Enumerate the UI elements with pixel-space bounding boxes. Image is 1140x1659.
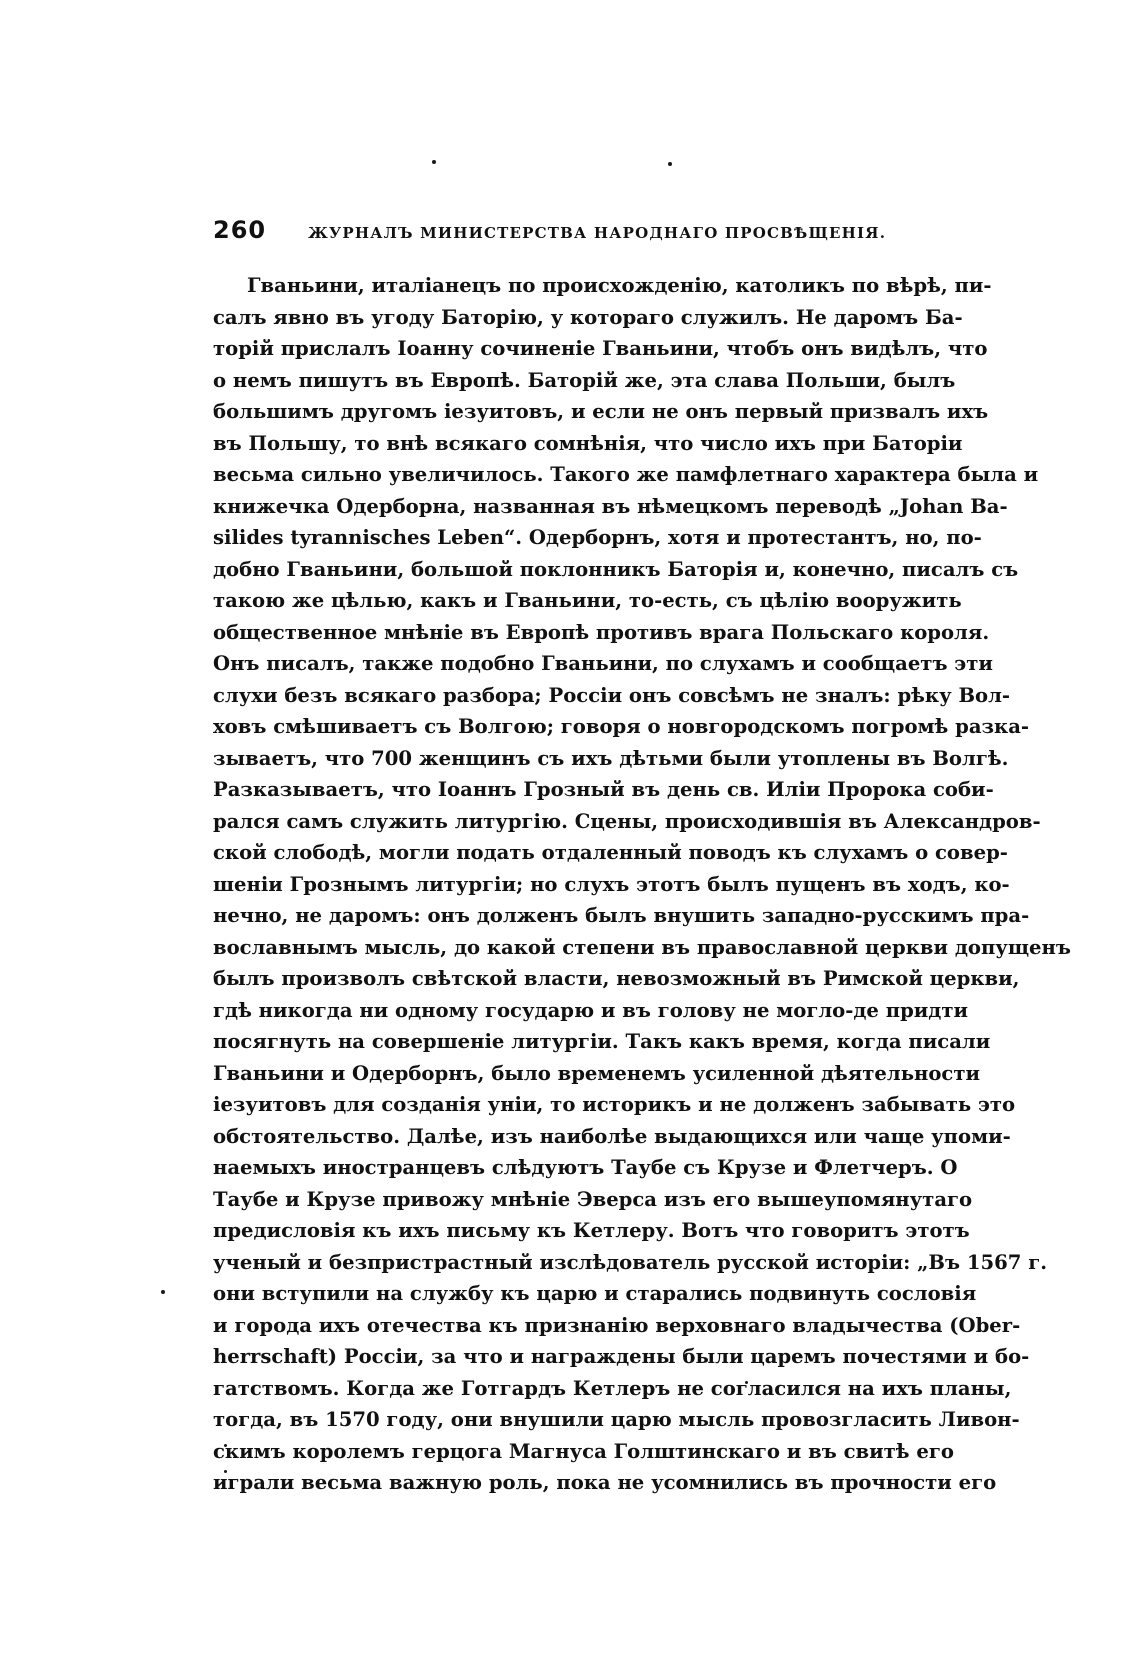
text-line: зываетъ, что 700 женщинъ съ ихъ дѣтьми были утоплены въ Волгѣ. — [213, 746, 1009, 770]
text-line: Гваньини и Одерборнъ, было временемъ усиленной дѣятельности — [213, 1061, 981, 1085]
text-line: книжечка Одерборна, названная въ нѣмецкомъ переводѣ „Johan Ba- — [213, 494, 1008, 518]
text-line: предисловія къ ихъ письму къ Кетлеру. Вотъ что говоритъ этотъ — [213, 1219, 970, 1242]
text-line: Разказываетъ, что Іоаннъ Грозный въ день св. Иліи Пророка соби- — [213, 778, 994, 801]
text-line: торій прислалъ Іоанну сочиненіе Гваньини, чтобъ онъ видѣлъ, что — [213, 337, 988, 360]
text-line: рался самъ служить литургію. Сцены, происходившія въ Александров- — [213, 809, 1041, 833]
text-line: и города ихъ отечества къ признанію верховнаго владычества (Ober- — [213, 1313, 1021, 1337]
text-line: ховъ смѣшиваетъ съ Волгою; говоря о новгородскомъ погромѣ разка- — [213, 715, 1030, 738]
text-line: въ Польшу, то внѣ всякаго сомнѣнія, что число ихъ при Баторіи — [213, 431, 963, 455]
text-line: такою же цѣлью, какъ и Гваньини, то-есть, съ цѣлію вооружить — [213, 589, 962, 612]
text-line: былъ произволъ свѣтской власти, невозможный въ Римской церкви, — [213, 967, 1020, 990]
scan-speck — [668, 162, 672, 166]
text-line: общественное мнѣніе въ Европѣ противъ врага Польскаго короля. — [213, 620, 990, 644]
text-line: шеніи Грознымъ литургіи; но слухъ этотъ былъ пущенъ въ ходъ, ко- — [213, 872, 1010, 896]
text-line: играли весьма важную роль, пока не усомнились въ прочности его — [213, 1471, 997, 1494]
text-line: нечно, не даромъ: онъ долженъ былъ внушить западно-русскимъ пра- — [213, 904, 1030, 927]
text-line: Гваньини, италіанецъ по происхожденію, католикъ по вѣрѣ, пи- — [247, 274, 992, 297]
text-line: добно Гваньини, большой поклонникъ Баторія и, конечно, писалъ съ — [213, 557, 1019, 581]
running-head: ЖУРНАЛЪ МИНИСТЕРСТВА НАРОДНАГО ПРОСВѢЩЕНІЯ. — [308, 224, 887, 242]
text-line: слухи безъ всякаго разбора; Россіи онъ совсѣмъ не зналъ: рѣку Вол- — [213, 683, 1011, 707]
text-line: тогда, въ 1570 году, они внушили царю мысль провозгласить Ливон- — [213, 1408, 1020, 1431]
text-line: silides tyrannisches Leben“. Одерборнъ, хотя и протестантъ, но, по- — [213, 526, 982, 549]
body-text — [213, 270, 1071, 1499]
text-line: Онъ писалъ, также подобно Гваньини, по слухамъ и сообщаетъ эти — [213, 652, 993, 675]
text-line: скимъ королемъ герцога Магнуса Голштинскаго и въ свитѣ его — [213, 1439, 954, 1463]
text-line: большимъ другомъ іезуитовъ, и если не онъ первый призвалъ ихъ — [213, 400, 989, 423]
page-header — [213, 216, 953, 256]
text-line: Таубе и Крузе привожу мнѣніе Эверса изъ его вышеупомянутаго — [213, 1187, 973, 1211]
text-line: гдѣ никогда ни одному государю и въ голову не могло-де придти — [213, 998, 969, 1022]
text-line: вославнымъ мысль, до какой степени въ православной церкви допущенъ — [213, 935, 1071, 959]
text-line: салъ явно въ угоду Баторію, у котораго служилъ. Не даромъ Ба- — [213, 305, 963, 329]
text-line: ской слободѣ, могли подать отдаленный поводъ къ слухамъ о совер- — [213, 841, 1008, 864]
scan-speck — [161, 1290, 165, 1294]
text-line: о немъ пишутъ въ Европѣ. Баторій же, эта слава Польши, былъ — [213, 368, 956, 392]
text-line: herrschaft) Россіи, за что и награждены были царемъ почестями и бо- — [213, 1345, 1030, 1368]
text-line: ученый и безпристрастный изслѣдователь русской исторіи: „Въ 1567 г. — [213, 1250, 1048, 1274]
text-line: весьма сильно увеличилось. Такого же памфлетнаго характера была и — [213, 463, 1039, 486]
text-line: гатствомъ. Когда же Готгардъ Кетлеръ не согласился на ихъ планы, — [213, 1376, 1012, 1400]
text-line: обстоятельство. Далѣе, изъ наиболѣе выдающихся или чаще упоми- — [213, 1124, 1011, 1148]
scan-speck — [432, 160, 436, 164]
text-line: посягнуть на совершеніе литургіи. Такъ какъ время, когда писали — [213, 1030, 991, 1053]
text-line: іезуитовъ для созданія уніи, то историкъ и не долженъ забывать это — [213, 1093, 1016, 1116]
text-line: они вступили на службу къ царю и старались подвинуть сословія — [213, 1282, 977, 1305]
page-number: 260 — [213, 216, 267, 244]
text-line: наемыхъ иностранцевъ слѣдуютъ Таубе съ Крузе и Флетчеръ. О — [213, 1156, 958, 1179]
